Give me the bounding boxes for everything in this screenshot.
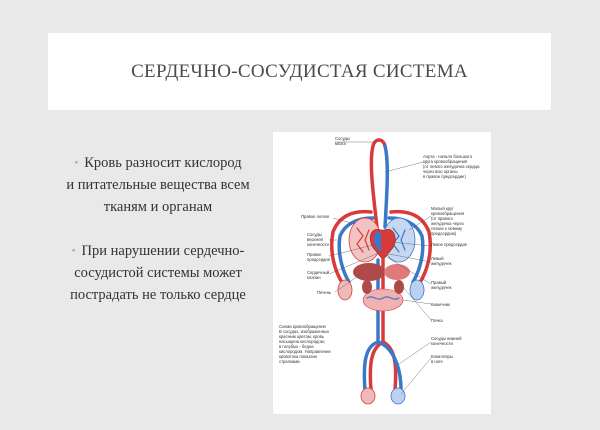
- bullet-text-line: сосудистой системы может: [74, 265, 242, 281]
- slide-title: СЕРДЕЧНО-СОСУДИСТАЯ СИСТЕМА: [131, 60, 468, 82]
- head-vein: [385, 146, 387, 227]
- bullet-dot-icon: •: [74, 157, 79, 169]
- label-line: мозга: [335, 141, 346, 146]
- label-liver: Печень: [317, 290, 332, 295]
- label-line: легкие к левому: [431, 226, 463, 231]
- label-line: красным цветом, кровь: [279, 334, 325, 339]
- leader-line: [401, 358, 431, 394]
- bullet-text-line: Кровь разносит кислород: [84, 155, 242, 171]
- label-upper-limb: [307, 232, 330, 247]
- left-kidney: [394, 280, 404, 294]
- bullet-item: [58, 240, 258, 306]
- circulatory-diagram-svg: [273, 132, 491, 414]
- label-capillaries: [431, 354, 454, 364]
- label-line: (от левого желудочка сердца: [423, 164, 480, 169]
- stomach: [384, 264, 410, 280]
- right-kidney: [362, 280, 372, 294]
- leader-line: [385, 162, 423, 172]
- label-aorta: [423, 154, 481, 179]
- label-line: предсердие: [307, 257, 331, 262]
- label-left-atrium: Левое предсердие: [431, 242, 468, 247]
- bullet-text-line: тканям и органам: [103, 199, 213, 215]
- label-line: конечности: [431, 341, 453, 346]
- bullet-item: [58, 152, 258, 218]
- title-banner: [48, 33, 551, 110]
- label-line: в голубых - бедна: [279, 344, 314, 349]
- label-caption: [279, 324, 332, 364]
- label-line: клапан: [307, 275, 321, 280]
- label-line: кровообращения: [431, 211, 465, 216]
- label-small-circle: [431, 206, 465, 236]
- label-line: Левый: [431, 256, 444, 261]
- label-right-ventricle: [431, 280, 452, 290]
- bullet-text-line: пострадать не только сердце: [70, 287, 246, 303]
- label-line: стрелками.: [279, 359, 301, 364]
- liver: [353, 263, 385, 281]
- label-head-vessels: [335, 136, 351, 146]
- label-line: желудочек: [431, 285, 452, 290]
- label-line: Сосуды нижней: [431, 336, 462, 341]
- bullet-text-line: и питательные вещества всем: [66, 177, 250, 193]
- label-line: круга кровообращения: [423, 159, 468, 164]
- label-line: верхней: [307, 237, 323, 242]
- leader-line: [399, 342, 431, 364]
- label-line: Схема кровообращения: [279, 324, 326, 329]
- label-line: конечности: [307, 242, 329, 247]
- label-line: кислородом. Направление: [279, 349, 331, 354]
- label-stomach: Кишечник: [431, 302, 450, 307]
- bullet-text-line: При нарушении сердечно-: [81, 243, 245, 259]
- head-artery: [371, 140, 385, 227]
- label-lower-limb: [431, 336, 463, 346]
- label-line: Малый круг: [431, 206, 454, 211]
- label-line: в ноге: [431, 359, 443, 364]
- label-line: кровотока показано: [279, 354, 318, 359]
- label-line: в правое предсердие): [423, 174, 466, 179]
- left-hand-capillaries: [410, 280, 424, 300]
- label-heart-septum: [307, 270, 330, 280]
- label-line: Сердечный: [307, 270, 330, 275]
- left-foot-capillaries: [391, 388, 405, 404]
- bullet-dot-icon: •: [71, 245, 76, 257]
- label-line: Сосуды: [307, 232, 322, 237]
- bullet-list: [58, 152, 258, 328]
- label-line: Правое: [307, 252, 322, 257]
- label-line: Капилляры: [431, 354, 453, 359]
- label-right-atrium: [307, 252, 331, 262]
- label-line: Аорта - начало большого: [423, 154, 473, 159]
- label-line: насыщена кислородом;: [279, 339, 325, 344]
- left-leg-vein: [378, 342, 401, 390]
- label-line: через всю органы: [423, 169, 458, 174]
- circulatory-diagram: [273, 132, 491, 414]
- right-foot-capillaries: [361, 388, 375, 404]
- right-hand-capillaries: [338, 280, 352, 300]
- label-line: желудочек: [431, 261, 452, 266]
- label-line: Сосуды: [335, 136, 350, 141]
- label-left-ventricle: [431, 256, 452, 266]
- right-leg-artery: [370, 342, 383, 390]
- label-line: желудочка через: [431, 221, 464, 226]
- label-line: (от правого: [431, 216, 453, 221]
- label-line: Правый: [431, 280, 447, 285]
- label-kidney: Почка: [431, 318, 443, 323]
- label-line: В сосудах, изображенных: [279, 329, 330, 334]
- label-line: предсердию): [431, 231, 457, 236]
- label-right-lung: Правое легкое: [301, 214, 330, 219]
